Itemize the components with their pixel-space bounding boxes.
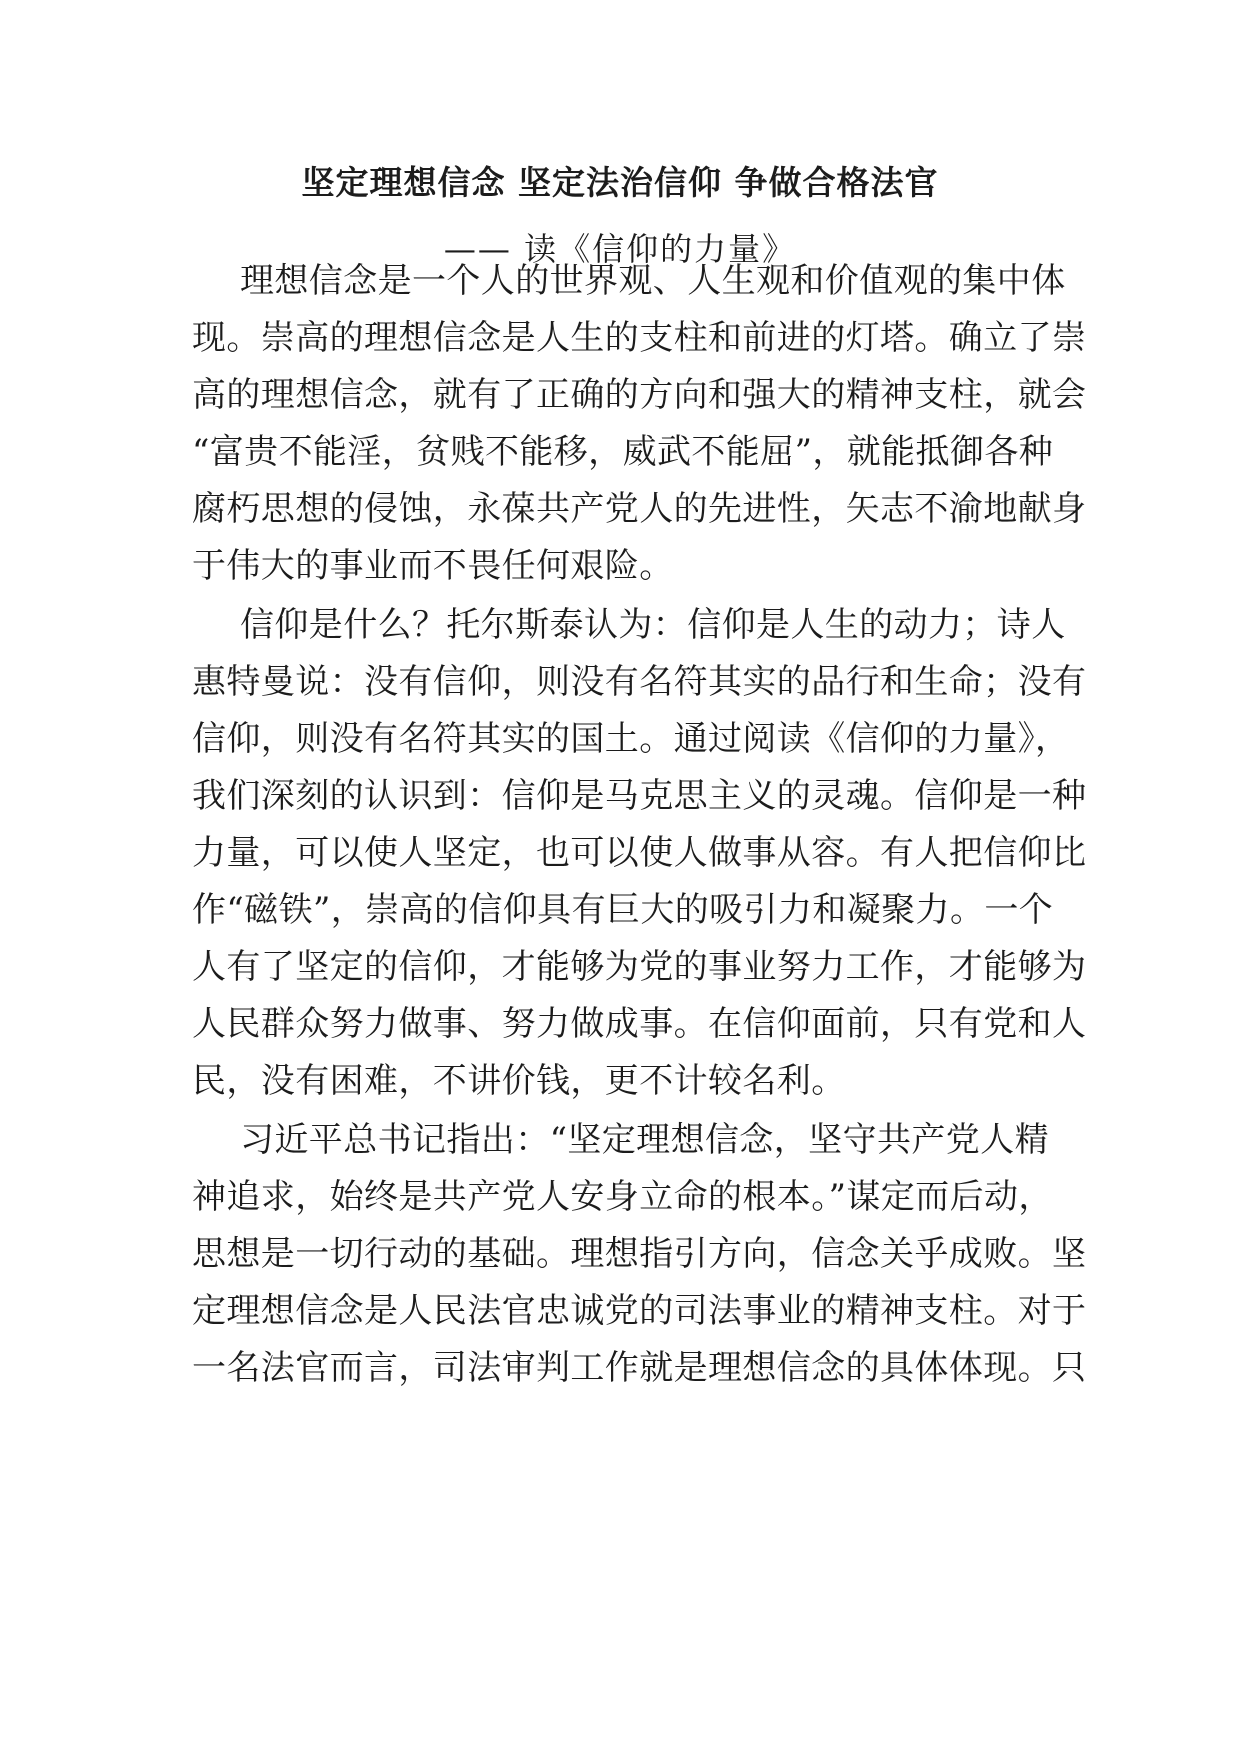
paragraph-2-line-9: 民，没有困难，不讲价钱，更不计较名利。 — [192, 1061, 846, 1101]
paragraph-2-line-1: 信仰是什么？托尔斯泰认为：信仰是人生的动力；诗人 — [240, 605, 1066, 645]
paragraph-2-line-4: 我们深刻的认识到：信仰是马克思主义的灵魂。信仰是一种 — [192, 776, 1087, 816]
paragraph-3-line-2: 神追求，始终是共产党人安身立命的根本。”谋定而后动， — [192, 1177, 1053, 1217]
paragraph-2-line-3: 信仰，则没有名符其实的国土。通过阅读《信仰的力量》， — [192, 719, 1070, 759]
paragraph-1-line-2: 现。崇高的理想信念是人生的支柱和前进的灯塔。确立了崇 — [192, 318, 1087, 358]
document-title: 坚定理想信念 坚定法治信仰 争做合格法官 — [301, 163, 939, 202]
document-subtitle: —— 读《信仰的力量》 — [443, 230, 797, 268]
paragraph-2-line-2: 惠特曼说：没有信仰，则没有名符其实的品行和生命；没有 — [192, 662, 1087, 702]
paragraph-3-line-3: 思想是一切行动的基础。理想指引方向，信念关乎成败。坚 — [192, 1234, 1087, 1274]
paragraph-2-line-7: 人有了坚定的信仰，才能够为党的事业努力工作，才能够为 — [192, 947, 1087, 987]
paragraph-3-line-1: 习近平总书记指出：“坚定理想信念，坚守共产党人精 — [240, 1120, 1049, 1160]
paragraph-1-line-5: 腐朽思想的侵蚀，永葆共产党人的先进性，矢志不渝地献身 — [192, 489, 1087, 529]
paragraph-2-line-6: 作“磁铁”，崇高的信仰具有巨大的吸引力和凝聚力。一个 — [192, 890, 1054, 930]
paragraph-3-line-4: 定理想信念是人民法官忠诚党的司法事业的精神支柱。对于 — [192, 1291, 1087, 1331]
paragraph-1-line-3: 高的理想信念，就有了正确的方向和强大的精神支柱，就会 — [192, 375, 1087, 415]
paragraph-1-line-4: “富贵不能淫，贫贱不能移，威武不能屈”，就能抵御各种 — [192, 432, 1054, 472]
paragraph-2-line-8: 人民群众努力做事、努力做成事。在信仰面前，只有党和人 — [192, 1004, 1087, 1044]
paragraph-2-line-5: 力量，可以使人坚定，也可以使人做事从容。有人把信仰比 — [192, 833, 1087, 873]
paragraph-1-line-1: 理想信念是一个人的世界观、人生观和价值观的集中体 — [240, 261, 1066, 301]
paragraph-1-line-6: 于伟大的事业而不畏任何艰险。 — [192, 546, 674, 586]
paragraph-3-line-5: 一名法官而言，司法审判工作就是理想信念的具体体现。只 — [192, 1348, 1087, 1388]
